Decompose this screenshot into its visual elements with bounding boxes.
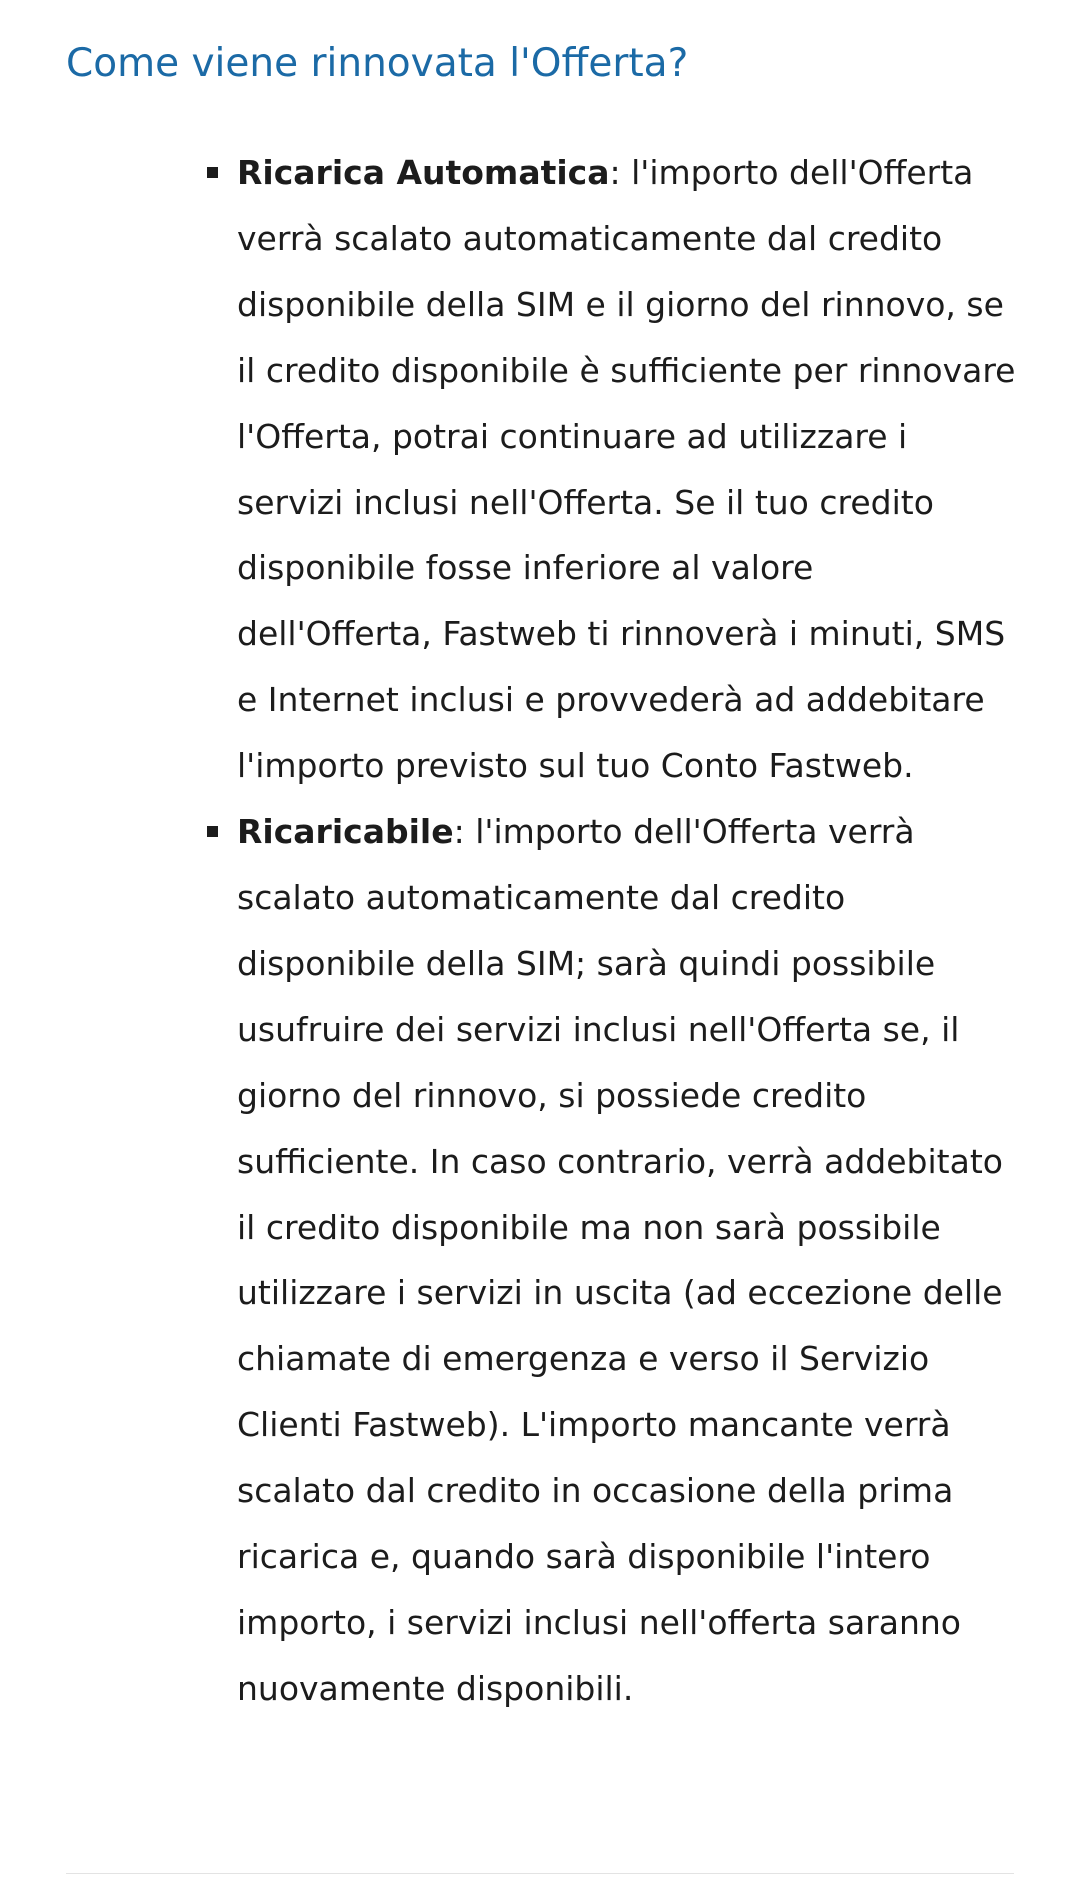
item-description: : l'importo dell'Offerta verrà scalato automaticamente dal credito disponibile della SIM e il giorno del rinnovo, se il credito disponibile è sufficiente per rinnovare l'Offerta, potrai continuare ad utilizzare i servizi inclusi nell'Offerta. Se il tuo credito disponibile fosse inferiore al valore dell'Offerta, Fastweb ti rinnoverà i minuti, SMS e Internet inclusi e provvederà ad addebitare l'importo previsto sul tuo Conto Fastweb. [237, 153, 1016, 786]
list-item-ricarica-automatica [0, 140, 1017, 799]
faq-question-title: Come viene rinnovata l'Offerta? [66, 41, 689, 86]
item-label: Ricaricabile [237, 812, 454, 852]
list-item-ricaricabile [0, 799, 1017, 1722]
renewal-options-list [0, 140, 1017, 1722]
item-description: : l'importo dell'Offerta verrà scalato automaticamente dal credito disponibile della SIM; sarà quindi possibile usufruire dei servizi inclusi nell'Offerta se, il giorno del rinnovo, si possiede credito sufficiente. In caso contrario, verrà addebitato il credito disponibile ma non sarà possibile utilizzare i servizi in uscita (ad eccezione delle chiamate di emergenza e verso il Servizio Clienti Fastweb). L'importo mancante verrà scalato dal credito in occasione della prima ricarica e, quando sarà disponibile l'intero importo, i servizi inclusi nell'offerta saranno nuovamente disponibili. [237, 812, 1003, 1708]
section-divider [66, 1873, 1014, 1874]
item-label: Ricarica Automatica [237, 153, 610, 192]
square-bullet-icon [207, 826, 218, 837]
square-bullet-icon [207, 167, 218, 178]
